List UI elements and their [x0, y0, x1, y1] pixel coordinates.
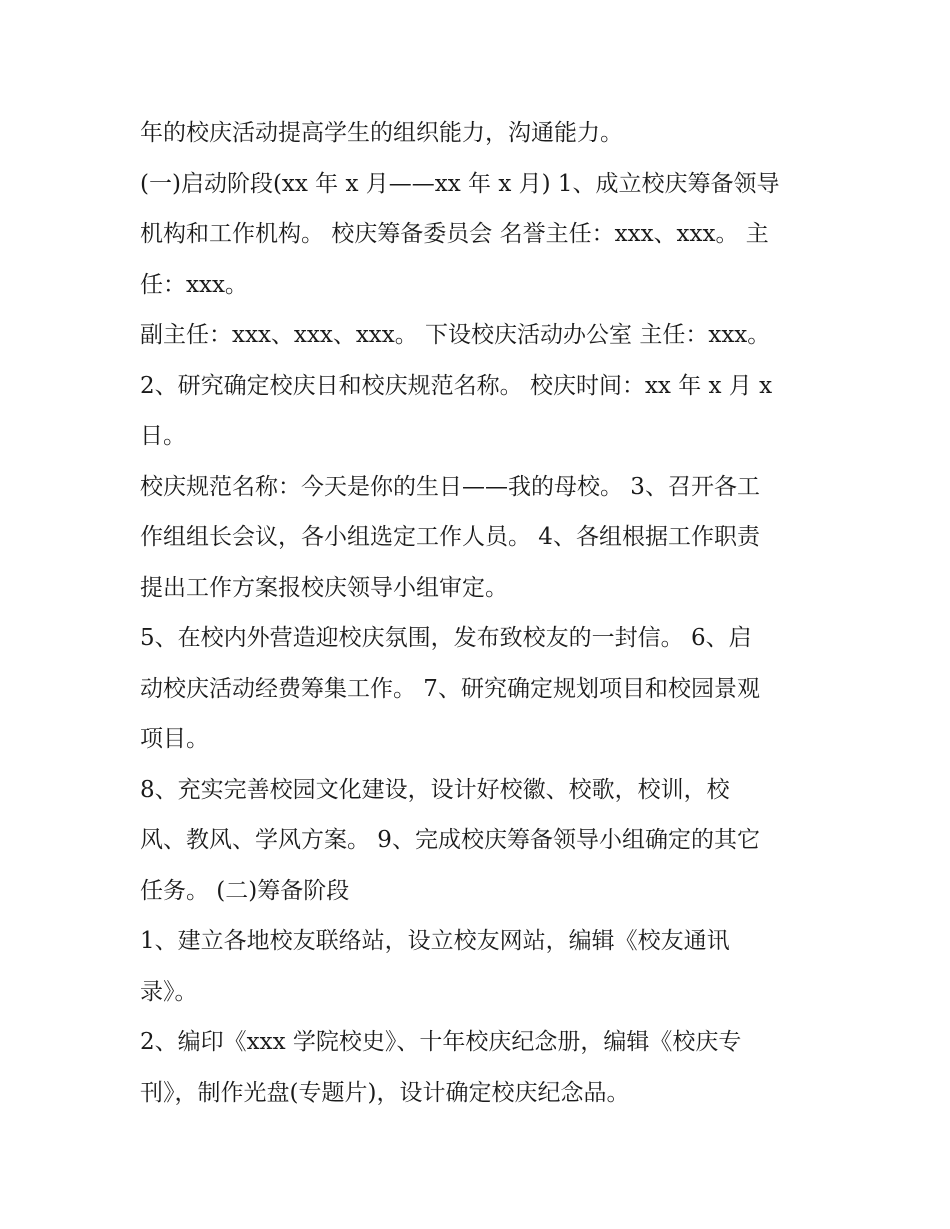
text-line: 作组组长会议，各小组选定工作人员。 4、各组根据工作职责	[140, 524, 760, 550]
text-line: 机构和工作机构。 校庆筹备委员会 名誉主任：xxx、xxx。 主	[140, 221, 769, 247]
text-line: 刊》，制作光盘(专题片)，设计确定校庆纪念品。	[140, 1079, 630, 1106]
text-line: 动校庆活动经费筹集工作。 7、研究确定规划项目和校园景观	[140, 675, 760, 702]
text-line: 项目。	[140, 726, 209, 752]
text-line: 5、在校内外营造迎校庆氛围，发布致校友的一封信。 6、启	[140, 625, 752, 651]
text-line: 录》。	[140, 978, 198, 1005]
text-line: 校庆规范名称：今天是你的生日——我的母校。 3、召开各工	[140, 473, 760, 500]
text-line: (一)启动阶段(xx 年 x 月——xx 年 x 月) 1、成立校庆筹备领导	[140, 170, 780, 197]
text-line: 2、编印《xxx 学院校史》、十年校庆纪念册，编辑《校庆专	[140, 1029, 742, 1055]
text-line: 8、充实完善校园文化建设，设计好校徽、校歌，校训，校	[140, 776, 730, 803]
document-body	[140, 108, 820, 1118]
text-line: 2、研究确定校庆日和校庆规范名称。 校庆时间：xx 年 x 月 x	[140, 372, 773, 399]
text-line: 任：xxx。	[140, 271, 248, 298]
text-line: 年的校庆活动提高学生的组织能力，沟通能力。	[140, 120, 623, 146]
text-line: 日。	[140, 423, 186, 449]
text-line: 副主任：xxx、xxx、xxx。 下设校庆活动办公室 主任：xxx。	[140, 322, 771, 348]
text-line: 任务。 (二)筹备阶段	[140, 877, 350, 904]
text-line: 风、教风、学风方案。 9、完成校庆筹备领导小组确定的其它	[140, 827, 760, 853]
text-line: 提出工作方案报校庆领导小组审定。	[140, 574, 508, 601]
text-line: 1、建立各地校友联络站，设立校友网站，编辑《校友通讯	[140, 928, 730, 954]
